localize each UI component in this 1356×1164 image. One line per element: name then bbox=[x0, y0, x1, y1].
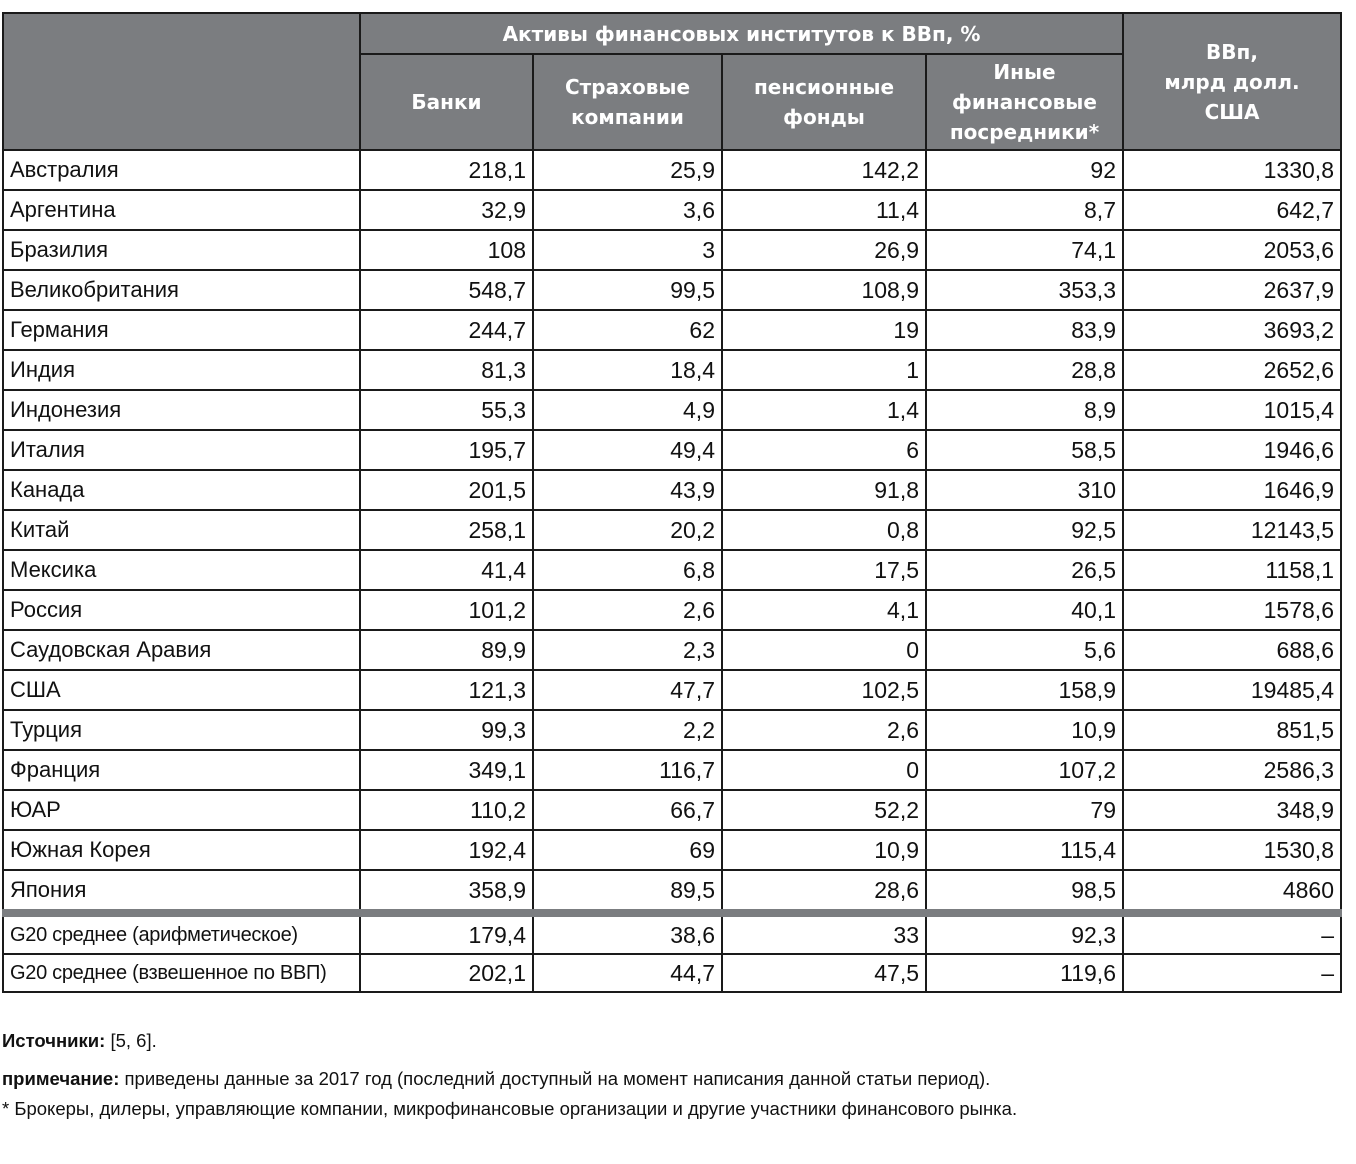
pension-cell: 10,9 bbox=[722, 830, 926, 870]
gdp-cell: 348,9 bbox=[1123, 790, 1341, 830]
table-row bbox=[3, 630, 1341, 670]
pension-cell: 91,8 bbox=[722, 470, 926, 510]
country-cell: Индонезия bbox=[3, 390, 360, 430]
note-line bbox=[2, 1064, 1342, 1094]
insurance-cell: 4,9 bbox=[533, 390, 722, 430]
note-text: приведены данные за 2017 год (последний доступный на момент написания данной статьи период). bbox=[119, 1068, 991, 1089]
insurance-cell: 6,8 bbox=[533, 550, 722, 590]
table-row bbox=[3, 310, 1341, 350]
pension-cell: 19 bbox=[722, 310, 926, 350]
country-cell: Австралия bbox=[3, 150, 360, 190]
sources-text: [5, 6]. bbox=[105, 1030, 157, 1051]
insurance-cell: 2,3 bbox=[533, 630, 722, 670]
country-cell: ЮАР bbox=[3, 790, 360, 830]
insurance-cell: 44,7 bbox=[533, 954, 722, 992]
gdp-cell: 688,6 bbox=[1123, 630, 1341, 670]
banks-cell: 32,9 bbox=[360, 190, 533, 230]
header-insurance bbox=[533, 54, 722, 150]
table-row bbox=[3, 510, 1341, 550]
country-cell: G20 среднее (взвешенное по ВВП) bbox=[3, 954, 360, 992]
gdp-cell: 2652,6 bbox=[1123, 350, 1341, 390]
other-cell: 92 bbox=[926, 150, 1123, 190]
table-row bbox=[3, 430, 1341, 470]
insurance-cell: 43,9 bbox=[533, 470, 722, 510]
banks-cell: 202,1 bbox=[360, 954, 533, 992]
sources-line bbox=[2, 1026, 1342, 1056]
country-cell: Германия bbox=[3, 310, 360, 350]
gdp-cell: 2586,3 bbox=[1123, 750, 1341, 790]
insurance-cell: 62 bbox=[533, 310, 722, 350]
pension-cell: 2,6 bbox=[722, 710, 926, 750]
insurance-cell: 2,6 bbox=[533, 590, 722, 630]
other-cell: 79 bbox=[926, 790, 1123, 830]
banks-cell: 55,3 bbox=[360, 390, 533, 430]
other-cell: 92,5 bbox=[926, 510, 1123, 550]
financial-assets-table-container bbox=[2, 12, 1340, 993]
gdp-cell: 3693,2 bbox=[1123, 310, 1341, 350]
country-cell: Китай bbox=[3, 510, 360, 550]
table-row bbox=[3, 830, 1341, 870]
header-insurance-line1: Страховые bbox=[564, 75, 691, 99]
gdp-cell: 1158,1 bbox=[1123, 550, 1341, 590]
gdp-cell: 1530,8 bbox=[1123, 830, 1341, 870]
pension-cell: 0,8 bbox=[722, 510, 926, 550]
country-cell: Саудовская Аравия bbox=[3, 630, 360, 670]
banks-cell: 101,2 bbox=[360, 590, 533, 630]
other-cell: 310 bbox=[926, 470, 1123, 510]
header-banks: Банки bbox=[360, 54, 533, 150]
banks-cell: 349,1 bbox=[360, 750, 533, 790]
insurance-cell: 3,6 bbox=[533, 190, 722, 230]
banks-cell: 179,4 bbox=[360, 913, 533, 954]
pension-cell: 28,6 bbox=[722, 870, 926, 913]
country-cell: Индия bbox=[3, 350, 360, 390]
other-cell: 83,9 bbox=[926, 310, 1123, 350]
country-cell: Аргентина bbox=[3, 190, 360, 230]
pension-cell: 52,2 bbox=[722, 790, 926, 830]
financial-assets-table bbox=[2, 12, 1342, 993]
country-cell: Канада bbox=[3, 470, 360, 510]
banks-cell: 81,3 bbox=[360, 350, 533, 390]
header-pension bbox=[722, 54, 926, 150]
banks-cell: 192,4 bbox=[360, 830, 533, 870]
pension-cell: 102,5 bbox=[722, 670, 926, 710]
table-row bbox=[3, 350, 1341, 390]
insurance-cell: 25,9 bbox=[533, 150, 722, 190]
pension-cell: 6 bbox=[722, 430, 926, 470]
pension-cell: 1 bbox=[722, 350, 926, 390]
table-row bbox=[3, 670, 1341, 710]
banks-cell: 99,3 bbox=[360, 710, 533, 750]
other-cell: 92,3 bbox=[926, 913, 1123, 954]
insurance-cell: 38,6 bbox=[533, 913, 722, 954]
gdp-cell: 1015,4 bbox=[1123, 390, 1341, 430]
banks-cell: 121,3 bbox=[360, 670, 533, 710]
table-header bbox=[3, 13, 1341, 150]
banks-cell: 89,9 bbox=[360, 630, 533, 670]
gdp-cell: 1578,6 bbox=[1123, 590, 1341, 630]
other-cell: 8,7 bbox=[926, 190, 1123, 230]
banks-cell: 548,7 bbox=[360, 270, 533, 310]
header-gdp bbox=[1123, 13, 1341, 150]
insurance-cell: 20,2 bbox=[533, 510, 722, 550]
other-cell: 115,4 bbox=[926, 830, 1123, 870]
pension-cell: 0 bbox=[722, 630, 926, 670]
note-label: примечание: bbox=[2, 1068, 120, 1089]
pension-cell: 0 bbox=[722, 750, 926, 790]
gdp-cell: 4860 bbox=[1123, 870, 1341, 913]
table-row bbox=[3, 750, 1341, 790]
gdp-cell: 1330,8 bbox=[1123, 150, 1341, 190]
table-row bbox=[3, 870, 1341, 913]
pension-cell: 26,9 bbox=[722, 230, 926, 270]
table-row bbox=[3, 190, 1341, 230]
insurance-cell: 69 bbox=[533, 830, 722, 870]
country-cell: Мексика bbox=[3, 550, 360, 590]
table-row bbox=[3, 590, 1341, 630]
insurance-cell: 116,7 bbox=[533, 750, 722, 790]
other-cell: 28,8 bbox=[926, 350, 1123, 390]
pension-cell: 11,4 bbox=[722, 190, 926, 230]
country-cell: США bbox=[3, 670, 360, 710]
footnote-line: * Брокеры, дилеры, управляющие компании, микрофинансовые организации и другие участники финансового рынка. bbox=[2, 1098, 1018, 1119]
pension-cell: 33 bbox=[722, 913, 926, 954]
banks-cell: 108 bbox=[360, 230, 533, 270]
table-row bbox=[3, 230, 1341, 270]
pension-cell: 108,9 bbox=[722, 270, 926, 310]
gdp-cell: 19485,4 bbox=[1123, 670, 1341, 710]
banks-cell: 201,5 bbox=[360, 470, 533, 510]
insurance-cell: 89,5 bbox=[533, 870, 722, 913]
pension-cell: 47,5 bbox=[722, 954, 926, 992]
banks-cell: 41,4 bbox=[360, 550, 533, 590]
other-cell: 8,9 bbox=[926, 390, 1123, 430]
gdp-cell: 1946,6 bbox=[1123, 430, 1341, 470]
table-body bbox=[3, 150, 1341, 992]
country-cell: Франция bbox=[3, 750, 360, 790]
gdp-cell: – bbox=[1123, 954, 1341, 992]
table-row bbox=[3, 150, 1341, 190]
gdp-cell: 851,5 bbox=[1123, 710, 1341, 750]
country-cell: G20 среднее (арифметическое) bbox=[3, 913, 360, 954]
insurance-cell: 99,5 bbox=[533, 270, 722, 310]
country-cell: Южная Корея bbox=[3, 830, 360, 870]
table-row bbox=[3, 954, 1341, 992]
pension-cell: 4,1 bbox=[722, 590, 926, 630]
other-cell: 26,5 bbox=[926, 550, 1123, 590]
banks-cell: 258,1 bbox=[360, 510, 533, 550]
insurance-cell: 49,4 bbox=[533, 430, 722, 470]
header-insurance-line2: компании bbox=[571, 105, 684, 129]
header-gdp-line2: млрд долл. bbox=[1164, 69, 1300, 94]
banks-cell: 195,7 bbox=[360, 430, 533, 470]
table-row bbox=[3, 270, 1341, 310]
banks-cell: 244,7 bbox=[360, 310, 533, 350]
gdp-cell: 1646,9 bbox=[1123, 470, 1341, 510]
country-cell: Италия bbox=[3, 430, 360, 470]
header-other-line1: Иные bbox=[993, 60, 1056, 84]
header-gdp-line3: США bbox=[1204, 99, 1260, 124]
country-cell: Великобритания bbox=[3, 270, 360, 310]
header-gdp-line1: ВВп, bbox=[1206, 39, 1258, 64]
country-cell: Россия bbox=[3, 590, 360, 630]
insurance-cell: 2,2 bbox=[533, 710, 722, 750]
other-cell: 5,6 bbox=[926, 630, 1123, 670]
other-cell: 158,9 bbox=[926, 670, 1123, 710]
table-row bbox=[3, 790, 1341, 830]
table-row bbox=[3, 390, 1341, 430]
table-row bbox=[3, 470, 1341, 510]
pension-cell: 17,5 bbox=[722, 550, 926, 590]
insurance-cell: 18,4 bbox=[533, 350, 722, 390]
banks-cell: 218,1 bbox=[360, 150, 533, 190]
other-cell: 107,2 bbox=[926, 750, 1123, 790]
gdp-cell: 2053,6 bbox=[1123, 230, 1341, 270]
table-row bbox=[3, 710, 1341, 750]
header-other-line3: посредники* bbox=[949, 120, 1100, 144]
gdp-cell: 12143,5 bbox=[1123, 510, 1341, 550]
other-cell: 74,1 bbox=[926, 230, 1123, 270]
header-country-cell bbox=[3, 13, 360, 150]
other-cell: 40,1 bbox=[926, 590, 1123, 630]
banks-cell: 358,9 bbox=[360, 870, 533, 913]
gdp-cell: – bbox=[1123, 913, 1341, 954]
sources-label: Источники: bbox=[2, 1030, 106, 1051]
other-cell: 10,9 bbox=[926, 710, 1123, 750]
header-other bbox=[926, 54, 1123, 150]
pension-cell: 1,4 bbox=[722, 390, 926, 430]
other-cell: 119,6 bbox=[926, 954, 1123, 992]
header-pension-line1: пенсионные bbox=[753, 75, 895, 99]
table-row bbox=[3, 913, 1341, 954]
country-cell: Бразилия bbox=[3, 230, 360, 270]
header-pension-line2: фонды bbox=[783, 105, 865, 129]
gdp-cell: 642,7 bbox=[1123, 190, 1341, 230]
insurance-cell: 66,7 bbox=[533, 790, 722, 830]
insurance-cell: 47,7 bbox=[533, 670, 722, 710]
header-assets-group: Активы финансовых институтов к ВВп, % bbox=[360, 13, 1123, 54]
table-row bbox=[3, 550, 1341, 590]
other-cell: 58,5 bbox=[926, 430, 1123, 470]
insurance-cell: 3 bbox=[533, 230, 722, 270]
notes-block bbox=[2, 1026, 1342, 1124]
other-cell: 98,5 bbox=[926, 870, 1123, 913]
gdp-cell: 2637,9 bbox=[1123, 270, 1341, 310]
banks-cell: 110,2 bbox=[360, 790, 533, 830]
country-cell: Япония bbox=[3, 870, 360, 913]
header-other-line2: финансовые bbox=[952, 90, 1097, 114]
country-cell: Турция bbox=[3, 710, 360, 750]
other-cell: 353,3 bbox=[926, 270, 1123, 310]
pension-cell: 142,2 bbox=[722, 150, 926, 190]
